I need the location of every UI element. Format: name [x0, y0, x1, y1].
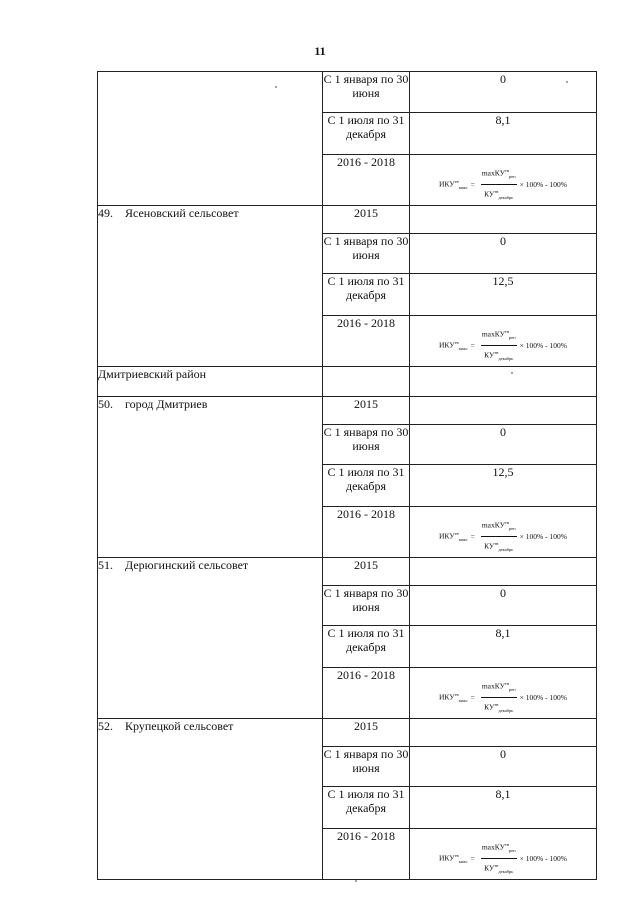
settlement-name: 49. Ясеновский сельсовет [98, 206, 323, 367]
value-cell: 12,5 [410, 274, 597, 316]
period-cell: 2016 - 2018 [323, 316, 410, 367]
period-cell: 2016 - 2018 [323, 668, 410, 719]
tariff-formula: $ИКУ^{тв}_{макс}$ = $\frac{\max КУ^{тв}_{реп}}{КУ^{тв}_{декабрь}}$ × 100% - 100% [410, 516, 596, 557]
formula-cell [410, 316, 597, 367]
tariff-formula: $ИКУ^{тв}_{макс}$ = $\frac{\max КУ^{тв}_{реп}}{КУ^{тв}_{декабрь}}$ × 100% - 100% [410, 677, 596, 718]
year-cell: 2015 [323, 558, 410, 586]
formula-cell [410, 668, 597, 719]
table-row [98, 72, 597, 113]
value-cell: 8,1 [410, 113, 597, 155]
value-cell: 8,1 [410, 626, 597, 668]
period-cell: С 1 июля по 31 декабря [323, 465, 410, 507]
settlement-name: 51. Дерюгинский сельсовет [98, 558, 323, 719]
period-cell: С 1 июля по 31 декабря [323, 626, 410, 668]
year-cell: 2015 [323, 397, 410, 425]
table-row [98, 719, 597, 747]
table-row [98, 367, 597, 397]
period-cell: С 1 января по 30 июня [323, 586, 410, 626]
tariff-formula: $ИКУ^{тв}_{макс}$ = $\frac{\max КУ^{тв}_{реп}}{КУ^{тв}_{декабрь}}$ × 100% - 100% [410, 838, 596, 879]
value-cell: 12,5 [410, 465, 597, 507]
tariff-formula: $ИКУ^{тв}_{макс}$ = $\frac{\max КУ^{тв}_{реп}}{КУ^{тв}_{декабрь}}$ × 100% - 100% [410, 325, 596, 366]
formula-cell [410, 829, 597, 880]
settlement-name: 50. город Дмитриев [98, 397, 323, 558]
period-cell: 2016 - 2018 [323, 829, 410, 880]
period-cell: С 1 июля по 31 декабря [323, 787, 410, 829]
period-cell: С 1 июля по 31 декабря [323, 274, 410, 316]
period-cell: 2016 - 2018 [323, 507, 410, 558]
settlement-name: 52. Крупецкой сельсовет [98, 719, 323, 880]
district-name: Дмитриевский район [98, 367, 323, 397]
period-cell: С 1 января по 30 июня [323, 425, 410, 465]
period-cell: С 1 января по 30 июня [323, 234, 410, 274]
period-cell: 2016 - 2018 [323, 155, 410, 206]
scan-speck [355, 880, 357, 882]
scan-speck [275, 86, 277, 88]
value-cell [410, 397, 597, 425]
formula-cell [410, 507, 597, 558]
period-cell: С 1 января по 30 июня [323, 72, 410, 113]
value-cell: 0 [410, 234, 597, 274]
scan-speck [511, 372, 513, 374]
formula-cell [410, 155, 597, 206]
tariff-formula: $ИКУ^{тв}_{макс}$ = $\frac{\max КУ^{тв}_{реп}}{КУ^{тв}_{декабрь}}$ × 100% - 100% [410, 164, 596, 205]
table-row [98, 558, 597, 586]
value-cell [410, 719, 597, 747]
value-cell: 0 [410, 747, 597, 787]
empty-cell [323, 367, 410, 397]
tariff-table [97, 71, 597, 880]
scan-speck [566, 81, 568, 83]
table-row [98, 397, 597, 425]
year-cell: 2015 [323, 206, 410, 234]
period-cell: С 1 января по 30 июня [323, 747, 410, 787]
table-row [98, 206, 597, 234]
empty-cell [410, 367, 597, 397]
value-cell: 0 [410, 586, 597, 626]
period-cell: С 1 июля по 31 декабря [323, 113, 410, 155]
year-cell: 2015 [323, 719, 410, 747]
value-cell: 8,1 [410, 787, 597, 829]
value-cell: 0 [410, 72, 597, 113]
page-number: 11 [314, 44, 326, 58]
value-cell [410, 558, 597, 586]
value-cell [410, 206, 597, 234]
value-cell: 0 [410, 425, 597, 465]
name-cell [98, 72, 323, 206]
